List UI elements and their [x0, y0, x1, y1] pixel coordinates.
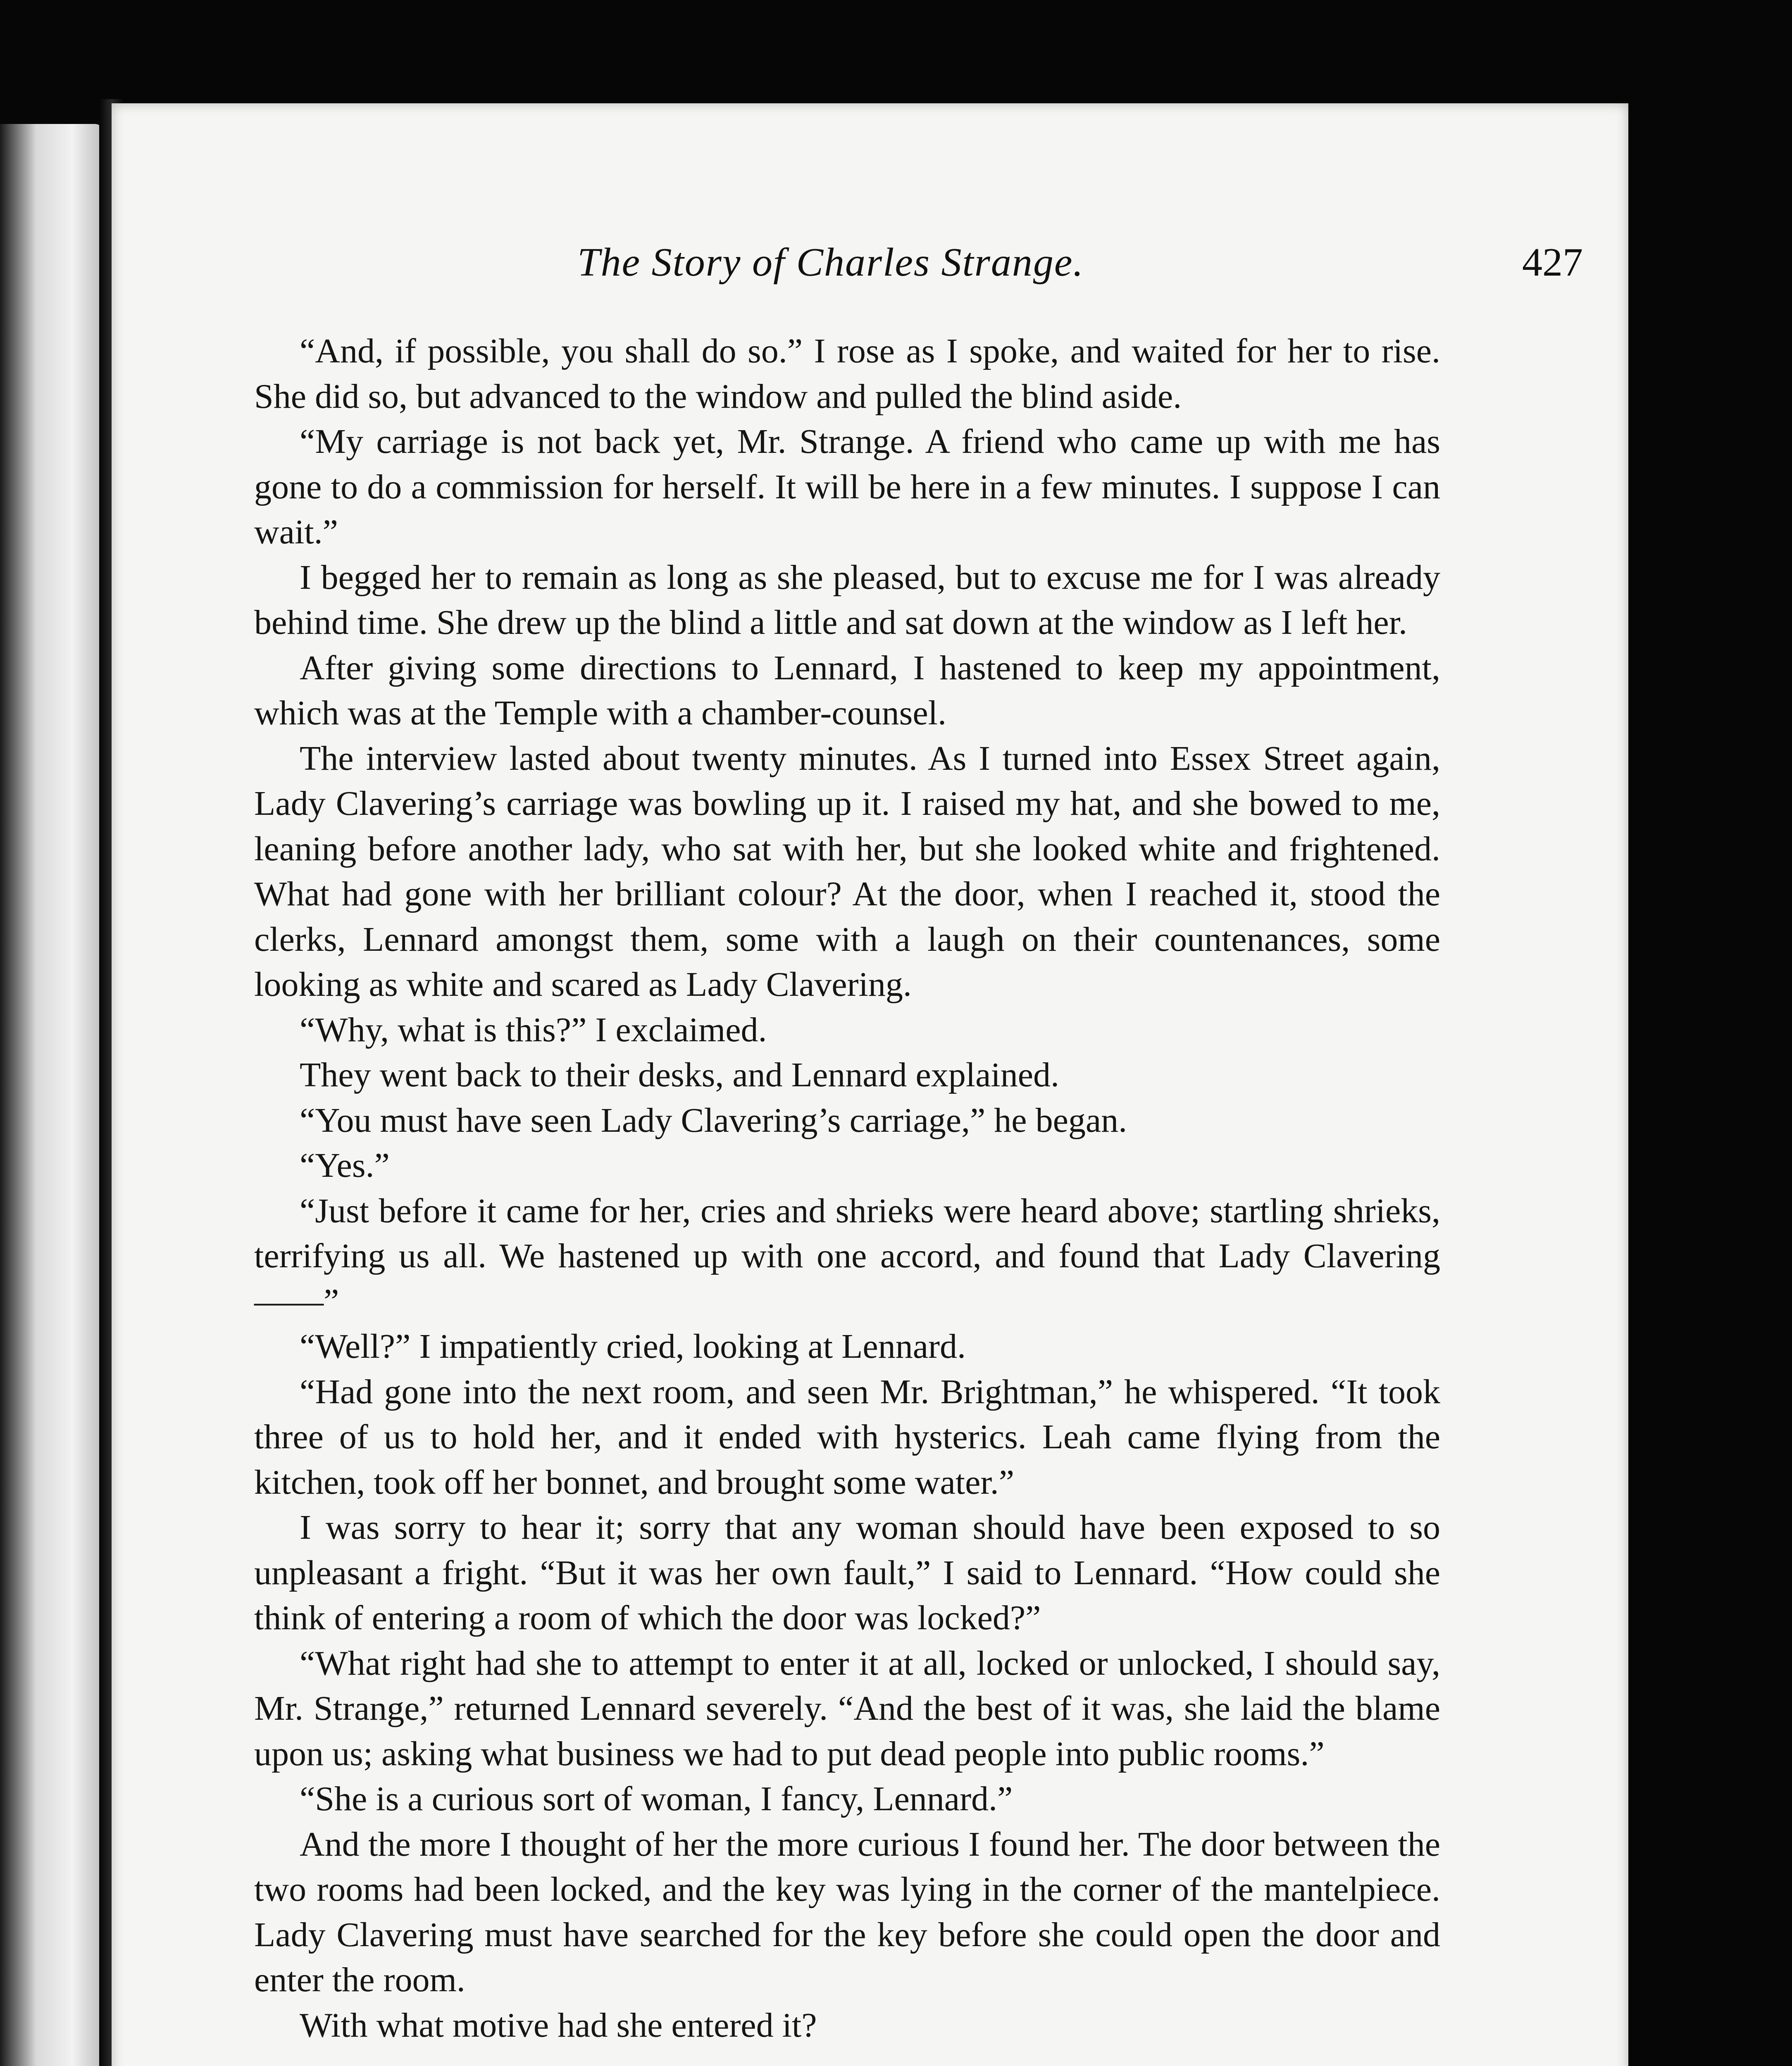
paragraph: “Had gone into the next room, and seen Mr. Brightman,” he whispered. “It took three of us to hold her, and it ended with hysterics. Leah came flying from the kitchen, took off her bonnet, and brought some water.”: [254, 1372, 1440, 1502]
body-text: [254, 328, 1440, 2048]
paragraph: The interview lasted about twenty minutes. As I turned into Essex Street again, Lady Clavering’s carriage was bowling up it. I raised my hat, and she bowed to me, leaning before another lady, who sat with her, but she looked white and frightened. What had gone with her brilliant colour? At the door, when I reached it, stood the clerks, Lennard amongst them, some with a laugh on their countenances, some looking as white and scared as Lady Clavering.: [254, 739, 1440, 1004]
paragraph: “And, if possible, you shall do so.” I rose as I spoke, and waited for her to rise. She did so, but advanced to the window and pulled the blind aside.: [254, 332, 1440, 416]
paragraph: I begged her to remain as long as she pleased, but to excuse me for I was already behind time. She drew up the blind a little and sat down at the window as I left her.: [254, 558, 1440, 642]
running-title: The Story of Charles Strange.: [577, 240, 1084, 285]
paragraph: With what motive had she entered it?: [300, 2006, 817, 2045]
previous-page-edge: [0, 124, 103, 2066]
paragraph: “My carriage is not back yet, Mr. Strange. A friend who came up with me has gone to do a commission for herself. It will be here in a few minutes. I suppose I can wait.”: [254, 422, 1440, 551]
paragraph: “You must have seen Lady Clavering’s carriage,” he began.: [300, 1101, 1127, 1140]
paragraph: “Why, what is this?” I exclaimed.: [300, 1010, 767, 1049]
paragraph: “She is a curious sort of woman, I fancy, Lennard.”: [300, 1780, 1013, 1818]
paragraph: “What right had she to attempt to enter it at all, locked or unlocked, I should say, Mr. Strange,” returned Lennard severely. “And the best of it was, she laid the blame upon us; asking what business we had to put dead people into public rooms.”: [254, 1644, 1440, 1773]
paragraph: “Just before it came for her, cries and shrieks were heard above; startling shrieks, terrifying us all. We hastened up with one accord, and found that Lady Clavering ——”: [254, 1191, 1440, 1321]
book-page: [112, 103, 1628, 2066]
paragraph: “Well?” I impatiently cried, looking at Lennard.: [300, 1327, 966, 1366]
page-header: [248, 236, 1583, 289]
paragraph: They went back to their desks, and Lennard explained.: [300, 1056, 1060, 1094]
paragraph: And the more I thought of her the more curious I found her. The door between the two rooms had been locked, and the key was lying in the corner of the mantelpiece. Lady Clavering must have searched for the key before she could open the door and enter the room.: [254, 1825, 1440, 1999]
paragraph: After giving some directions to Lennard, I hastened to keep my appointment, which was at the Temple with a chamber-counsel.: [254, 648, 1440, 732]
page-number: 427: [1522, 240, 1583, 285]
paragraph: “Yes.”: [300, 1146, 390, 1185]
paragraph: I was sorry to hear it; sorry that any woman should have been exposed to so unpleasant a fright. “But it was her own fault,” I said to Lennard. “How could she think of entering a room of which the door was locked?”: [254, 1508, 1440, 1637]
